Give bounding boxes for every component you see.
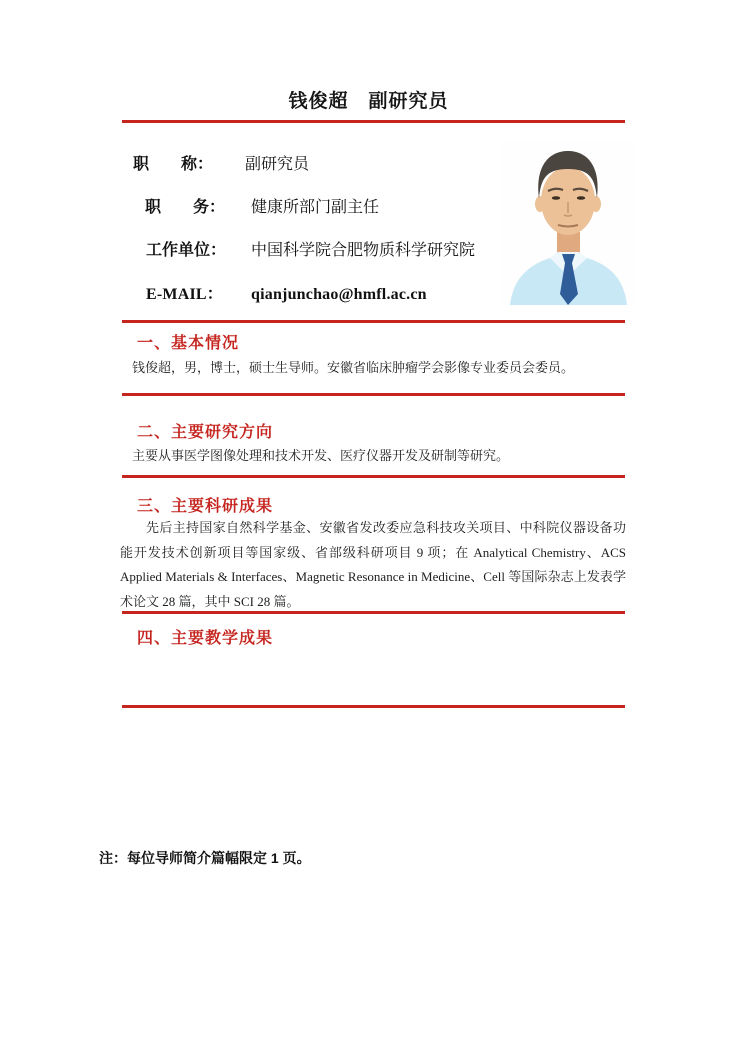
field-email-label: E-MAIL： [146,286,223,303]
photo-eye-left [552,196,560,200]
section-divider [122,393,625,396]
section-2-heading: 二、主要研究方向 [137,424,274,441]
profile-photo [502,142,635,305]
title-divider [122,120,625,123]
field-job-title-value: 副研究员 [245,156,310,173]
section-2-body: 主要从事医学图像处理和技术开发、医疗仪器开发及研制等研究。 [132,448,510,463]
field-position-value: 健康所部门副主任 [251,199,380,216]
field-email-value: qianjunchao@hmfl.ac.cn [251,286,427,303]
photo-ear-right [591,196,601,212]
page-title: 钱俊超 副研究员 [288,91,449,112]
field-work-unit-value: 中国科学院合肥物质科学研究院 [251,242,476,259]
field-work-unit-label: 工作单位： [146,242,227,259]
photo-face [541,167,595,235]
field-job-title-label: 职 称： [133,156,214,173]
section-1-heading: 一、基本情况 [137,335,240,352]
section-3-heading: 三、主要科研成果 [137,498,274,515]
section-divider [122,320,625,323]
field-job-title [133,151,309,174]
profile-photo-illustration [502,142,635,305]
field-work-unit [146,237,475,260]
section-divider [122,475,625,478]
field-position-label: 职 务： [145,199,226,216]
photo-eye-right [577,196,585,200]
photo-ear-left [535,196,545,212]
field-email [146,281,427,304]
field-position [145,194,379,217]
section-4-heading: 四、主要教学成果 [137,630,274,647]
section-3-body: 先后主持国家自然科学基金、安徽省发改委应急科技攻关项目、中科院仪器设备功能开发技术创新项目等国家级、省部级科研项目 9 项；在 Analytical Chemistry、ACS Applied Materials & Interfaces、Magnetic Resonance in Medicine、Cell 等国际杂志上发表学术论文 28 篇，其中 SCI 28 篇。 [120,520,626,609]
section-divider [122,705,625,708]
section-1-body: 钱俊超，男，博士，硕士生导师。安徽省临床肿瘤学会影像专业委员会委员。 [132,360,575,375]
section-divider [122,611,625,614]
footer-note: 注：每位导师简介篇幅限定 1 页。 [99,850,311,866]
